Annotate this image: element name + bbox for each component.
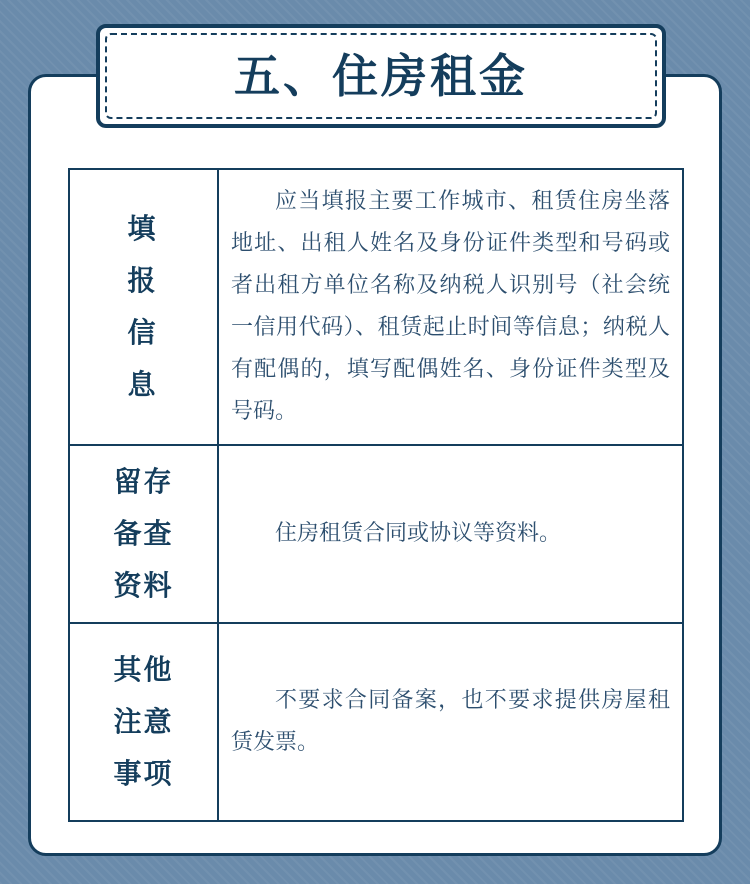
row-label-cell bbox=[69, 623, 218, 821]
row-content-cell bbox=[218, 623, 683, 821]
title-banner bbox=[96, 24, 666, 128]
row-label-cell bbox=[69, 169, 218, 445]
row-content-cell bbox=[218, 445, 683, 623]
table-row-documents bbox=[69, 445, 683, 623]
row-label-cell bbox=[69, 445, 218, 623]
info-table bbox=[68, 168, 684, 822]
row-label-notes: 其他注意事项 bbox=[113, 653, 174, 790]
title-dashed-frame bbox=[105, 33, 657, 119]
row-content-documents: 住房租赁合同或协议等资料。 bbox=[275, 521, 562, 546]
row-content-cell bbox=[218, 169, 683, 445]
row-content-fill-info: 应当填报主要工作城市、租赁住房坐落地址、出租人姓名及身份证件类型和号码或者出租方单位名称及纳税人识别号（社会统一信用代码）、租赁起止时间等信息；纳税人有配偶的，填写配偶姓名、身份证件类型及号码。 bbox=[231, 189, 670, 424]
table-row-notes bbox=[69, 623, 683, 821]
row-content-notes: 不要求合同备案，也不要求提供房屋租赁发票。 bbox=[231, 688, 670, 755]
page-title: 五、住房租金 bbox=[234, 49, 528, 103]
table-row-fill-info bbox=[69, 169, 683, 445]
row-label-fill-info: 填报信息 bbox=[127, 212, 160, 401]
row-label-documents: 留存备查资料 bbox=[113, 465, 174, 602]
